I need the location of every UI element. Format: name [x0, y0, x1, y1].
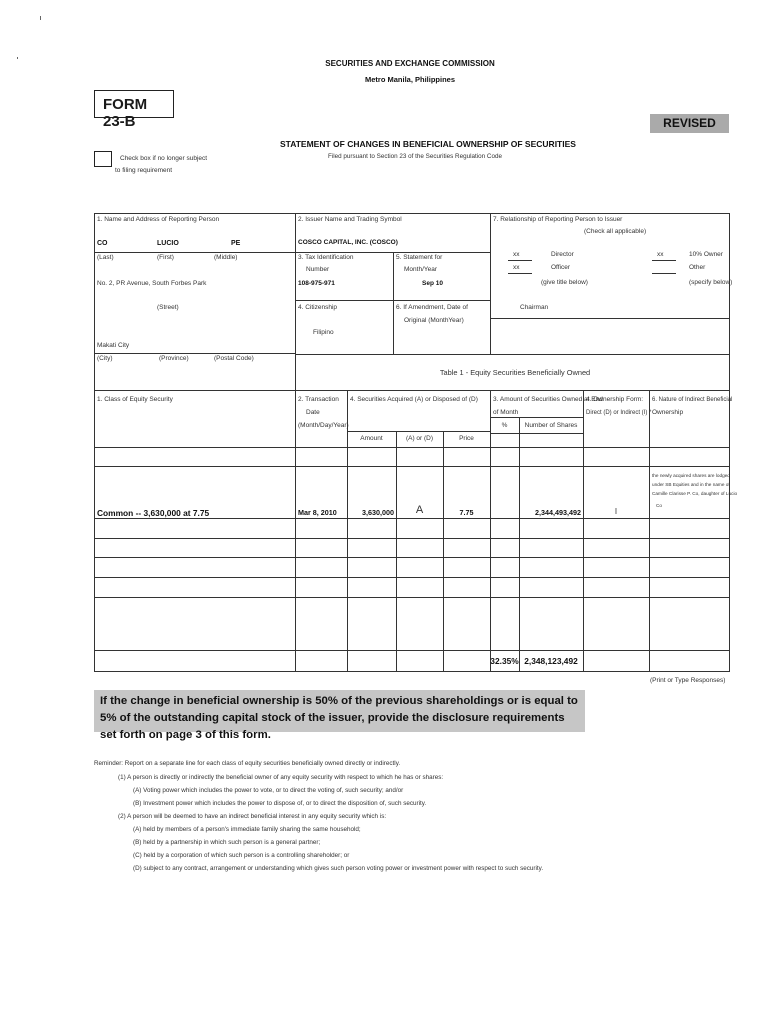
instruction-1: (1) A person is directly or indirectly the beneficial owner of any equity security with respect to which he has or shares:: [118, 774, 444, 781]
col-date-header-1: 2. Transaction: [298, 396, 339, 403]
other-underline: [652, 273, 676, 274]
issuer-section-label: 2. Issuer Name and Trading Symbol: [298, 216, 402, 223]
col-form-header-2: Direct (D) or Indirect (I) *: [586, 410, 652, 416]
reporter-street: No. 2, PR Avenue, South Forbes Park: [97, 280, 207, 287]
print-note: (Print or Type Responses): [650, 677, 726, 684]
col-class-header: 1. Class of Equity Security: [97, 396, 173, 403]
director-underline: [508, 260, 532, 261]
grid-line: [490, 318, 729, 319]
grid-line: [583, 390, 584, 671]
row-security: Common -- 3,630,000 at 7.75: [97, 508, 210, 518]
instruction-2b: (B) held by a partnership in which such person is a general partner;: [133, 839, 321, 846]
officer-mark: xx: [513, 264, 520, 271]
grid-line: [94, 597, 729, 598]
grid-line: [295, 213, 296, 671]
statement-title: STATEMENT OF CHANGES IN BENEFICIAL OWNERSHIP OF SECURITIES: [280, 139, 576, 149]
table-title: Table 1 - Equity Securities Beneficially Owned: [439, 368, 591, 377]
reminder-text: Reminder: Report on a separate line for each class of equity securities beneficially owned directly or indirectly.: [94, 760, 401, 767]
grid-line: [347, 390, 348, 671]
instruction-2c: (C) held by a corporation of which such person is a controlling shareholder; or: [133, 852, 350, 859]
scan-speck: [17, 57, 18, 59]
middle-caption: (Middle): [214, 254, 238, 261]
row-nature-1: the newly acquired shares are lodged: [652, 473, 730, 478]
grid-line: [295, 354, 729, 355]
other-label: Other: [689, 264, 706, 271]
grid-line: [347, 431, 490, 432]
col-nature-header-1: 6. Nature of Indirect Beneficial: [652, 397, 733, 403]
instruction-2a: (A) held by members of a person's immediate family sharing the same household;: [133, 826, 361, 833]
grid-line: [94, 538, 729, 539]
row-amount: 3,630,000: [362, 508, 394, 517]
grid-line: [295, 300, 490, 301]
instruction-1a: (A) Voting power which includes the power to vote, or to direct the voting of, such security; and/or: [133, 787, 404, 794]
street-caption: (Street): [157, 304, 179, 311]
revised-badge: [650, 114, 729, 133]
owner-mark: xx: [657, 251, 664, 258]
amendment-label-1: 6. If Amendment, Date of: [396, 304, 468, 311]
amendment-label-2: Original (MonthYear): [404, 317, 464, 324]
revised-label: REVISED: [663, 116, 716, 130]
reporter-section-label: 1. Name and Address of Reporting Person: [97, 216, 220, 223]
grid-line: [94, 466, 729, 467]
issuer-tin: 108-975-971: [298, 280, 335, 287]
scan-speck: [40, 16, 41, 20]
col-price-header: Price: [459, 435, 474, 442]
grid-line: [519, 417, 520, 671]
grid-line: [94, 650, 729, 651]
grid-line: [490, 433, 583, 434]
citizenship-value: Filipino: [313, 329, 334, 336]
grid-line: [94, 577, 729, 578]
grid-line: [94, 390, 729, 391]
row-nature-3: Camille Clarisse P. Co, daughter of Lucio: [652, 491, 738, 496]
tin-label-2: Number: [306, 266, 330, 273]
citizenship-label: 4. Citizenship: [298, 304, 338, 311]
agency-location: Metro Manila, Philippines: [364, 75, 455, 84]
grid-line: [94, 252, 295, 253]
grid-line: [94, 447, 729, 448]
owner-label: 10% Owner: [689, 251, 723, 258]
grid-line: [490, 417, 583, 418]
checkbox-label-line1: Check box if no longer subject: [120, 155, 208, 162]
grid-line: [443, 431, 444, 671]
instruction-1b: (B) Investment power which includes the power to dispose of, or to direct the disposition of, such security.: [133, 800, 427, 807]
col-form-header-1: 4. Ownership Form:: [586, 396, 644, 403]
row-nature-2: under SB Equities and in the name of: [652, 482, 730, 487]
total-pct: 32.35%: [490, 656, 519, 666]
col-amount-header: Amount: [360, 435, 383, 442]
statement-label-2: Month/Year: [404, 266, 438, 273]
other-note: (specify below): [689, 279, 733, 286]
col-date-header-2: Date: [306, 409, 320, 416]
grid-line: [94, 557, 729, 558]
officer-underline: [508, 273, 532, 274]
grid-line: [396, 431, 397, 671]
director-label: Director: [551, 251, 574, 258]
instruction-2: (2) A person will be deemed to have an indirect beneficial interest in any equity security which is:: [118, 813, 387, 820]
grid-line: [393, 252, 394, 354]
col-acquired-header: 4. Securities Acquired (A) or Disposed of (D): [350, 396, 478, 403]
col-owned-header-1: 3. Amount of Securities Owned at End: [493, 396, 603, 403]
disclosure-banner-text: If the change in beneficial ownership is 50% of the previous shareholdings or is equal to 5% of the outstanding capital stock of the issuer, provide the disclosure requirements set forth on page 3 of this form.: [100, 695, 578, 741]
city-caption: (City): [97, 355, 113, 362]
director-mark: xx: [513, 251, 520, 258]
disclosure-banner: [94, 690, 585, 741]
row-price: 7.75: [459, 508, 474, 517]
postal-caption: (Postal Code): [214, 355, 254, 362]
issuer-name: COSCO CAPITAL, INC. (COSCO): [298, 239, 398, 246]
owner-underline: [652, 260, 676, 261]
reporter-middle: PE: [231, 240, 241, 247]
grid-line: [94, 518, 729, 519]
agency-title: SECURITIES AND EXCHANGE COMMISSION: [325, 59, 495, 68]
col-shares-header: Number of Shares: [524, 422, 578, 429]
check-all-note: (Check all applicable): [584, 228, 647, 235]
row-form: I: [614, 507, 618, 516]
grid-line: [94, 671, 730, 672]
first-caption: (First): [157, 254, 174, 261]
col-pct-header: %: [501, 422, 508, 429]
reporter-city: Makati City: [97, 342, 130, 349]
statement-label-1: 5. Statement for: [396, 254, 443, 261]
col-ad-header: (A) or (D): [405, 435, 434, 442]
reporter-first: LUCIO: [157, 240, 179, 247]
form-name-text: FORM 23-B: [103, 96, 148, 130]
officer-title: Chairman: [520, 304, 549, 311]
grid-line: [94, 213, 95, 671]
reporter-last: CO: [97, 240, 108, 247]
relationship-section-label: 7. Relationship of Reporting Person to Issuer: [493, 216, 623, 223]
instruction-2d: (D) subject to any contract, arrangement or understanding which gives such person voting power or investment power with respect to such security.: [133, 865, 544, 872]
grid-line: [94, 213, 730, 214]
grid-line: [295, 252, 490, 253]
filed-pursuant: Filed pursuant to Section 23 of the Securities Regulation Code: [328, 153, 502, 160]
grid-line: [649, 390, 650, 671]
city-underline: [94, 353, 295, 354]
officer-note: (give title below): [541, 279, 588, 286]
col-date-header-3: (Month/Day/Year): [298, 422, 349, 429]
statement-value: Sep 10: [422, 280, 443, 287]
tin-label-1: 3. Tax Identification: [298, 254, 354, 261]
total-shares: 2,348,123,492: [524, 656, 578, 666]
row-ad: A: [415, 504, 424, 516]
form-name: [94, 90, 174, 130]
col-owned-header-2: of Month: [493, 409, 519, 416]
col-nature-header-2: Ownership: [652, 409, 684, 416]
province-caption: (Province): [159, 355, 189, 362]
checkbox-label-line2: to filing requirement: [115, 167, 173, 174]
row-shares: 2,344,493,492: [535, 508, 581, 517]
row-nature-4: Co: [656, 503, 662, 508]
last-caption: (Last): [97, 254, 114, 261]
row-date: Mar 8, 2010: [298, 508, 337, 517]
officer-label: Officer: [551, 264, 571, 271]
grid-line: [490, 213, 491, 354]
no-longer-subject-checkbox[interactable]: [94, 151, 112, 167]
